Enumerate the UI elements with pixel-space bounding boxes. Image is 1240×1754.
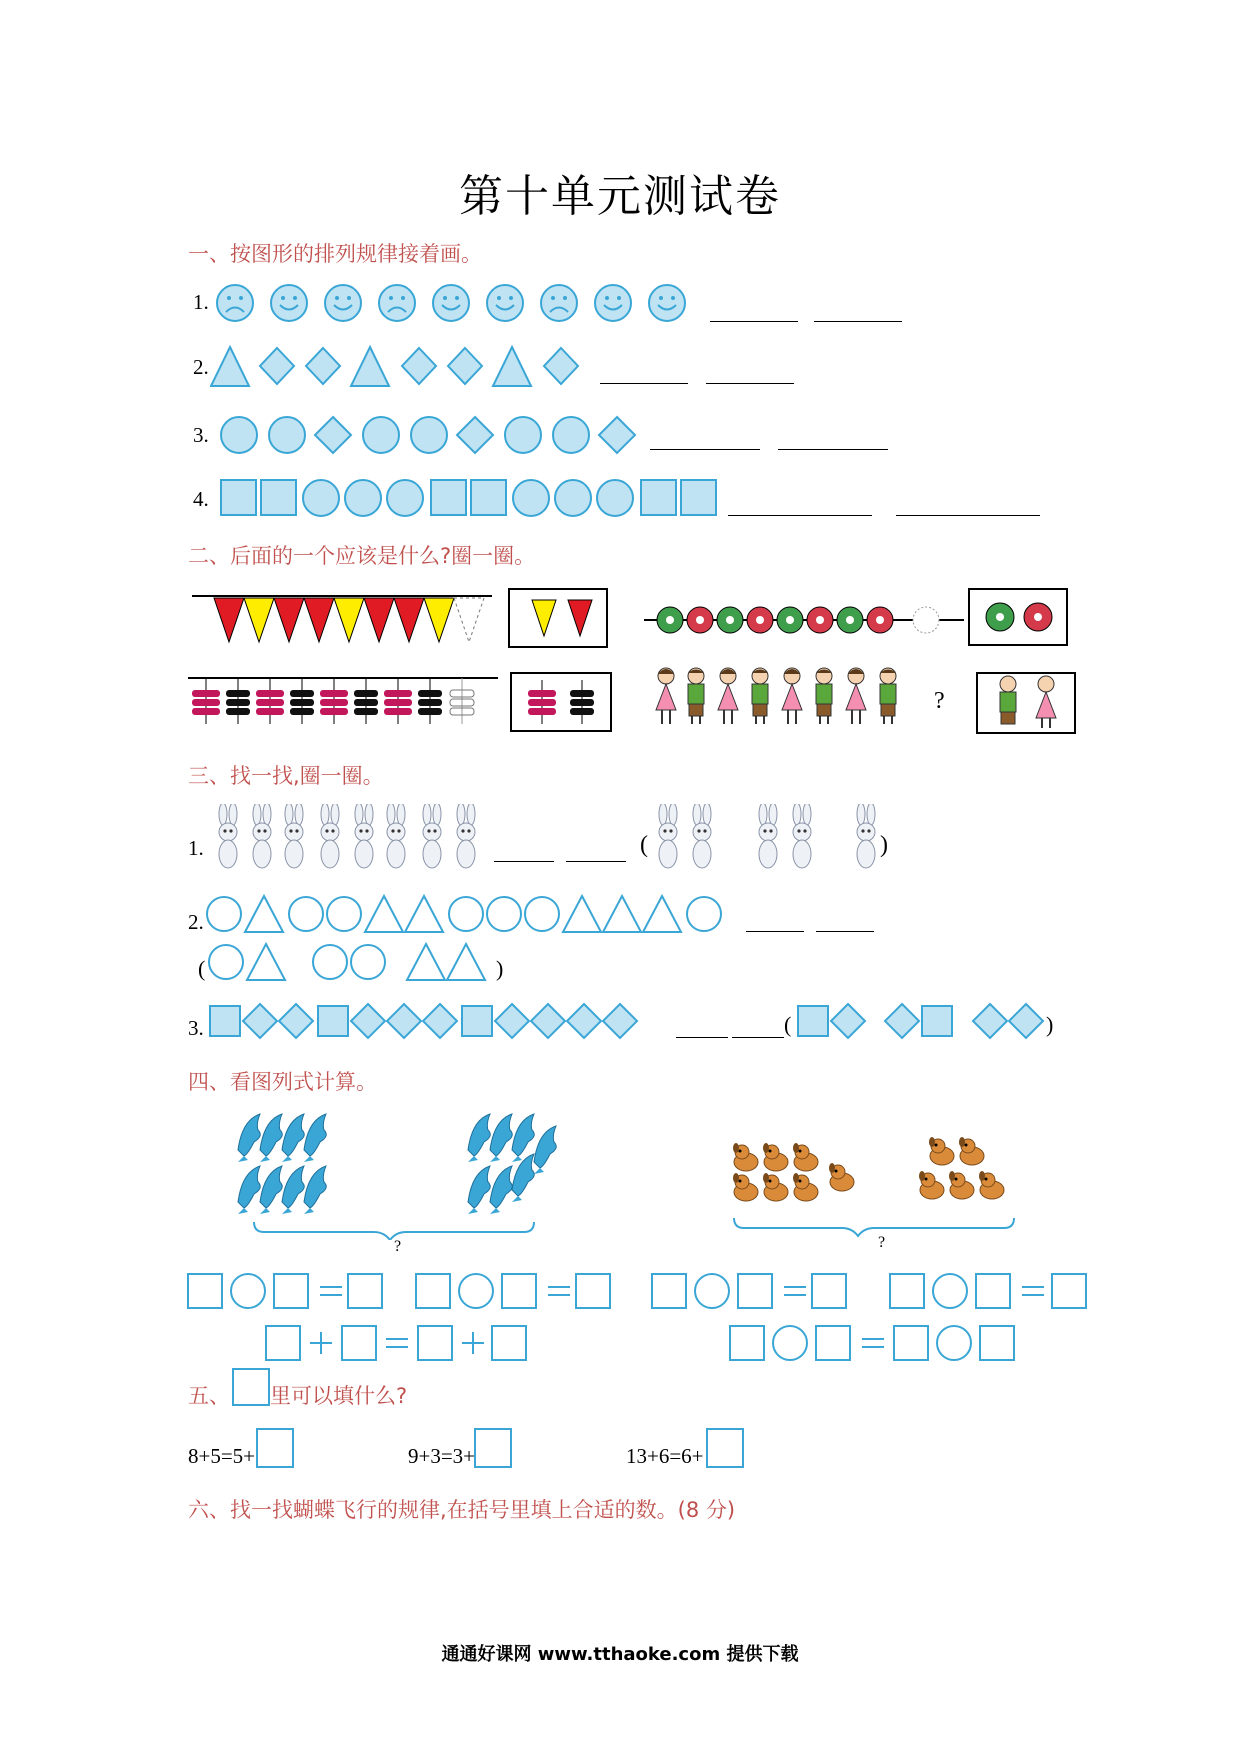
q5-answer-box-3[interactable] (706, 1428, 744, 1468)
section-5-heading-prefix: 五、 (188, 1384, 230, 1408)
q4-left-question-mark: ? (394, 1238, 402, 1255)
q5-expr-2: 9+3=3+ (408, 1444, 476, 1468)
q4-dogs-picture (732, 1136, 1032, 1246)
q1-row1-blank-1[interactable] (710, 320, 798, 322)
q3-row2-options[interactable] (208, 940, 508, 984)
q3-row1-blank-1[interactable] (494, 860, 554, 862)
q2-children-sequence (652, 664, 922, 730)
section-5-box-icon (232, 1368, 270, 1406)
q3-row3-options[interactable] (796, 1002, 1066, 1042)
page-title: 第十单元测试卷 (459, 171, 781, 222)
section-6-heading: 六、找一找蝴蝶飞行的规律,在括号里填上合适的数。(8 分) (188, 1498, 736, 1522)
q1-row3-shapes (220, 413, 640, 459)
q1-row3-blank-2[interactable] (778, 448, 888, 450)
q3-rabbits-sequence (212, 804, 492, 874)
q1-row4-number: 4. (193, 487, 209, 511)
q1-row1-faces (215, 283, 695, 327)
q5-expr-1: 8+5=5+ (188, 1444, 256, 1468)
section-1-heading: 一、按图形的排列规律接着画。 (188, 242, 482, 266)
q3-row3-blank-1[interactable] (676, 1036, 728, 1038)
q4-right-question-mark: ? (878, 1234, 886, 1251)
q5-expr-3: 13+6=6+ (626, 1444, 704, 1468)
section-2-heading: 二、后面的一个应该是什么?圈一圈。 (188, 544, 536, 568)
q1-row4-shapes (220, 477, 720, 519)
q3-row1-number: 1. (188, 836, 204, 860)
q2-beads-sequence (188, 672, 498, 728)
q3-row1-blank-2[interactable] (566, 860, 626, 862)
q1-row2-blank-2[interactable] (706, 382, 794, 384)
q2-flowers-sequence (644, 600, 964, 640)
q1-row4-blank-2[interactable] (896, 514, 1040, 516)
q1-row2-shapes (210, 344, 590, 390)
q2-children-question-mark: ? (934, 688, 945, 714)
q3-row3-shapes (208, 1002, 678, 1042)
q3-row2-blank-1[interactable] (746, 930, 804, 932)
section-4-heading: 四、看图列式计算。 (188, 1070, 377, 1094)
q2-flags-sequence (192, 592, 492, 644)
q3-row2-blank-2[interactable] (816, 930, 874, 932)
section-5-heading: 里可以填什么? (270, 1384, 408, 1408)
q3-row2-number: 2. (188, 910, 204, 934)
q3-rabbits-options[interactable] (652, 804, 892, 874)
q5-answer-box-2[interactable] (474, 1428, 512, 1468)
q2-beads-options[interactable] (510, 672, 612, 732)
q3-row2-shapes (206, 892, 746, 936)
q2-children-options[interactable] (976, 672, 1076, 734)
q4-dolphins-picture (234, 1110, 564, 1240)
q5-answer-box-1[interactable] (256, 1428, 294, 1468)
q4-left-equations[interactable] (186, 1270, 626, 1370)
q3-row3-number: 3. (188, 1016, 204, 1040)
q1-row1-number: 1. (193, 290, 209, 314)
q4-right-equations[interactable] (650, 1270, 1100, 1370)
q1-row2-number: 2. (193, 355, 209, 379)
q2-flowers-options[interactable] (968, 588, 1068, 646)
footer-download-note: 通通好课网 www.tthaoke.com 提供下载 (441, 1644, 799, 1665)
q3-row3-blank-2[interactable] (732, 1036, 784, 1038)
q1-row3-number: 3. (193, 423, 209, 447)
q1-row2-blank-1[interactable] (600, 382, 688, 384)
section-3-heading: 三、找一找,圈一圈。 (188, 764, 384, 788)
q1-row3-blank-1[interactable] (650, 448, 760, 450)
q2-flags-options[interactable] (508, 588, 608, 648)
q1-row1-blank-2[interactable] (814, 320, 902, 322)
q1-row4-blank-1[interactable] (728, 514, 872, 516)
